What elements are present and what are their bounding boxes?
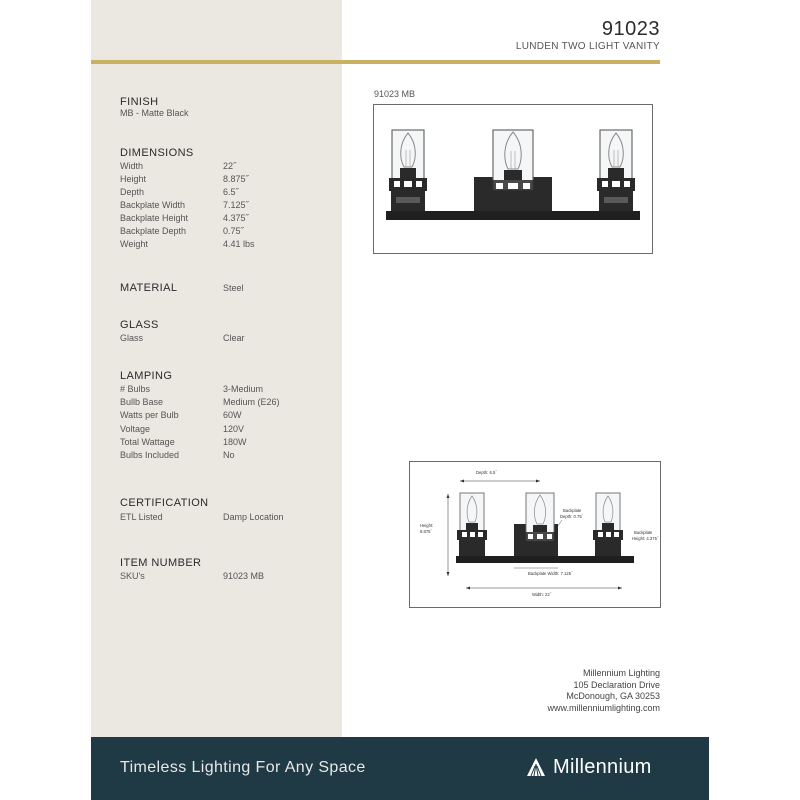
spec-row-watts bbox=[120, 410, 330, 423]
backplate-depth-value: Depth: 0.75˝ bbox=[560, 514, 584, 519]
spec-value: 0.75˝ bbox=[223, 226, 244, 236]
finish-value bbox=[120, 108, 330, 121]
width-dimension: Width: 22˝ bbox=[532, 592, 552, 597]
spec-label: Height bbox=[120, 174, 147, 184]
spec-label: Bulbs Included bbox=[120, 450, 180, 460]
spec-row-sku bbox=[120, 571, 330, 584]
website-link[interactable]: www.millenniumlighting.com bbox=[547, 703, 660, 713]
spec-label: Backplate Height bbox=[120, 213, 189, 223]
spec-label: Weight bbox=[120, 239, 148, 249]
spec-value: 22˝ bbox=[223, 161, 237, 171]
spec-value: 4.375˝ bbox=[223, 213, 249, 223]
spec-row-depth bbox=[120, 187, 330, 200]
spec-row-backplate-height bbox=[120, 213, 330, 226]
spec-value: 6.5˝ bbox=[223, 187, 239, 197]
model-name: LUNDEN TWO LIGHT VANITY bbox=[515, 41, 660, 52]
spec-label: Glass bbox=[120, 333, 144, 343]
footer-banner bbox=[91, 737, 709, 800]
spec-row-backplate-depth bbox=[120, 226, 330, 239]
millennium-logo-icon bbox=[526, 757, 546, 777]
dimensions-heading: DIMENSIONS bbox=[120, 147, 194, 159]
spec-row-backplate-width bbox=[120, 200, 330, 213]
spec-value: 4.41 lbs bbox=[223, 239, 255, 249]
dimension-drawing-illustration bbox=[410, 462, 660, 607]
height-dimension-value: 8.875˝ bbox=[420, 529, 432, 534]
spec-label: ETL Listed bbox=[120, 512, 163, 522]
spec-row-certification bbox=[120, 512, 330, 525]
spec-label: # Bulbs bbox=[120, 384, 151, 394]
spec-row-weight bbox=[120, 239, 330, 252]
spec-value: 7.125˝ bbox=[223, 200, 249, 210]
spec-value: 8.875˝ bbox=[223, 174, 249, 184]
material-value: Steel bbox=[223, 283, 244, 293]
dimension-drawing bbox=[409, 461, 661, 608]
city-address: McDonough, GA 30253 bbox=[566, 691, 660, 701]
spec-value: No bbox=[223, 450, 235, 460]
brand-logo bbox=[553, 755, 661, 779]
spec-row-bulb-base bbox=[120, 397, 330, 410]
item-number-heading: ITEM NUMBER bbox=[120, 557, 202, 569]
spec-label: Width bbox=[120, 161, 144, 171]
material-heading: MATERIAL bbox=[120, 282, 178, 294]
spec-value: Clear bbox=[223, 333, 245, 343]
finish-heading: FINISH bbox=[120, 96, 159, 108]
backplate-width-dimension: Backplate Width: 7.125˝ bbox=[528, 571, 573, 576]
spec-label: Bullb Base bbox=[120, 397, 164, 407]
vanity-fixture-illustration bbox=[374, 105, 652, 253]
company-name: Millennium Lighting bbox=[582, 668, 660, 678]
footer-tagline: Timeless Lighting For Any Space bbox=[120, 759, 366, 776]
spec-row-width bbox=[120, 161, 330, 174]
spec-label: Depth bbox=[120, 187, 145, 197]
spec-label: Voltage bbox=[120, 424, 151, 434]
certification-heading: CERTIFICATION bbox=[120, 497, 209, 509]
lamping-heading: LAMPING bbox=[120, 370, 173, 382]
backplate-height-label: Backplate bbox=[634, 530, 653, 535]
depth-dimension: Depth: 6.5˝ bbox=[476, 470, 497, 475]
spec-value: 120V bbox=[223, 424, 245, 434]
product-image bbox=[373, 104, 653, 254]
spec-value: 180W bbox=[223, 437, 247, 447]
street-address: 105 Declaration Drive bbox=[573, 680, 660, 690]
glass-heading: GLASS bbox=[120, 319, 159, 331]
product-image-label: 91023 MB bbox=[374, 89, 416, 99]
spec-label: Backplate Width bbox=[120, 200, 186, 210]
spec-value: 60W bbox=[223, 410, 242, 420]
backplate-height-value: Height: 4.375˝ bbox=[632, 536, 659, 541]
backplate-depth-label: Backplate bbox=[563, 508, 582, 513]
model-number: 91023 bbox=[601, 18, 660, 40]
height-dimension-label: Height: bbox=[420, 523, 434, 528]
spec-row-bulbs bbox=[120, 384, 330, 397]
spec-label: Watts per Bulb bbox=[120, 410, 179, 420]
spec-row-total-wattage bbox=[120, 437, 330, 450]
spec-value: Damp Location bbox=[223, 512, 284, 522]
spec-label: Backplate Depth bbox=[120, 226, 187, 236]
spec-label: SKU's bbox=[120, 571, 145, 581]
header-rule bbox=[91, 60, 660, 64]
spec-value: 91023 MB bbox=[223, 571, 265, 581]
spec-row-voltage bbox=[120, 424, 330, 437]
spec-row-height bbox=[120, 174, 330, 187]
spec-row-glass bbox=[120, 333, 330, 346]
finish-value-text: MB - Matte Black bbox=[120, 108, 189, 118]
spec-label: Total Wattage bbox=[120, 437, 175, 447]
brand-name: Millennium bbox=[553, 756, 652, 778]
spec-value: 3-Medium bbox=[223, 384, 264, 394]
spec-row-bulbs-included bbox=[120, 450, 330, 463]
spec-value: Medium (E26) bbox=[223, 397, 280, 407]
